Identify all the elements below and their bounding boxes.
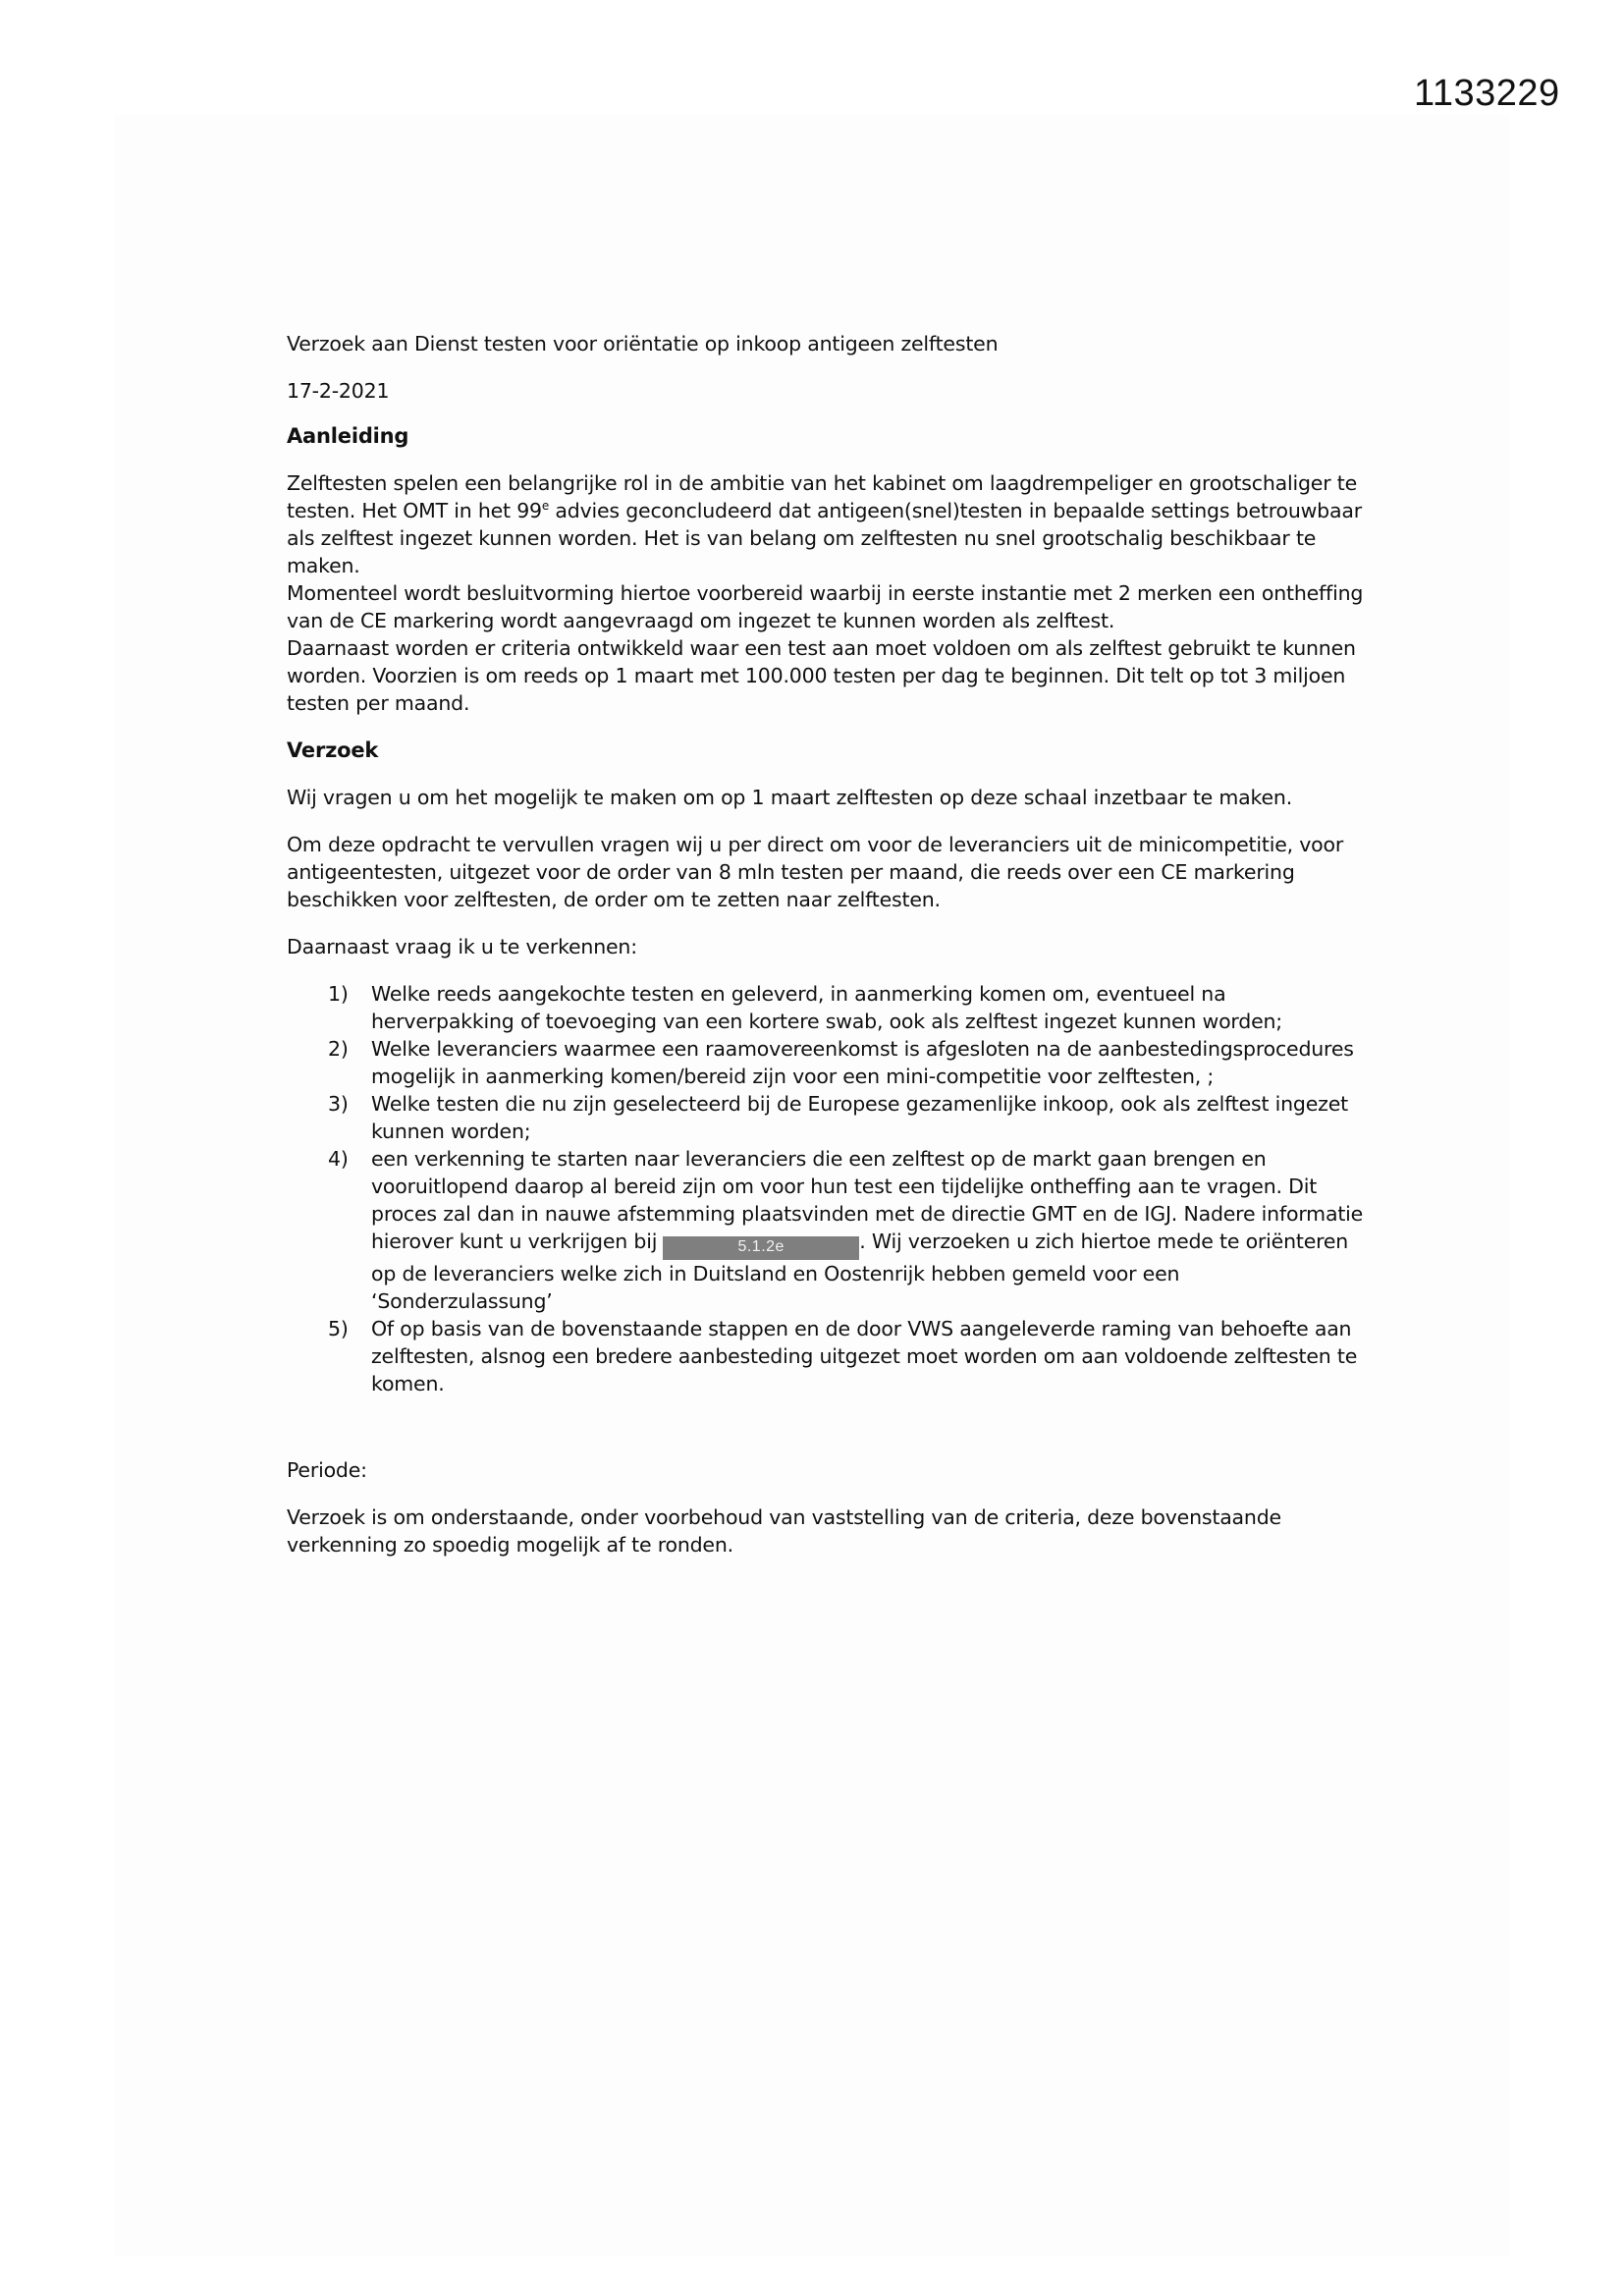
- list-text: Welke testen die nu zijn geselecteerd bij de Europese gezamenlijke inkoop, ook als zelftest ingezet kunnen worden;: [371, 1092, 1348, 1143]
- verzoek-paragraph-1: Wij vragen u om het mogelijk te maken om op 1 maart zelftesten op deze schaal inzetbaar te maken.: [287, 786, 1293, 809]
- list-item: [287, 1145, 1367, 1315]
- aanleiding-paragraph-2: Momenteel wordt besluitvorming hiertoe voorbereid waarbij in eerste instantie met 2 merken een ontheffing van de CE markering wordt aangevraagd om ingezet te kunnen worden als zelftest.: [287, 581, 1364, 632]
- redaction-box: 5.1.2e: [663, 1236, 859, 1260]
- list-text: Welke leveranciers waarmee een raamovereenkomst is afgesloten na de aanbestedingsprocedures mogelijk in aanmerking komen/bereid zijn voor een mini-competitie voor zelftesten, ;: [371, 1037, 1354, 1088]
- document-number: 1133229: [1414, 73, 1560, 114]
- list-number: 3): [328, 1092, 349, 1116]
- document-title: Verzoek aan Dienst testen voor oriëntatie op inkoop antigeen zelftesten: [287, 332, 999, 355]
- heading-aanleiding: Aanleiding: [287, 424, 409, 448]
- text-span: Zelftesten spelen een belangrijke rol in de ambitie van het kabinet om laagdrempeliger en grootschaliger te testen. Het OMT in het 99: [287, 471, 1357, 522]
- list-item: [287, 1035, 1367, 1090]
- list-text: Welke reeds aangekochte testen en geleverd, in aanmerking komen om, eventueel na herverpakking of toevoeging van een kortere swab, ook als zelftest ingezet kunnen worden;: [371, 982, 1283, 1033]
- verzoek-paragraph-2: Om deze opdracht te vervullen vragen wij u per direct om voor de leveranciers uit de minicompetitie, voor antigeentesten, uitgezet voor de order van 8 mln testen per maand, die reeds over een CE markering beschikken voor zelftesten, de order om te zetten naar zelftesten.: [287, 833, 1344, 911]
- superscript: e: [541, 499, 550, 514]
- heading-periode: Periode:: [287, 1458, 367, 1482]
- text-span: advies geconcludeerd dat antigeen(snel)testen in bepaalde settings betrouwbaar als zelftest ingezet kunnen worden. Het is van belang om zelftesten nu snel grootschalig beschikbaar te maken.: [287, 499, 1362, 577]
- periode-paragraph-1: Verzoek is om onderstaande, onder voorbehoud van vaststelling van de criteria, deze bovenstaande verkenning zo spoedig mogelijk af te ronden.: [287, 1505, 1281, 1557]
- verzoek-list: [287, 980, 1367, 1397]
- list-text: een verkenning te starten naar leveranciers die een zelftest op de markt gaan brengen en vooruitlopend daarop al bereid zijn om voor hun test een tijdelijke ontheffing aan te vragen. Dit proces zal dan in nauwe afstemming plaatsvinden met de directie GMT en de IGJ. Nadere informatie hierover kunt u verkrijgen bij: [371, 1147, 1364, 1253]
- document-date: 17-2-2021: [287, 379, 390, 403]
- verzoek-paragraph-3: Daarnaast vraag ik u te verkennen:: [287, 935, 637, 958]
- document-body: [287, 330, 1367, 1578]
- list-text: . Wij verzoeken u zich hiertoe mede te oriënteren op de leveranciers welke zich in Duitsland en Oostenrijk hebben gemeld voor een ‘Sonderzulassung’: [371, 1230, 1349, 1313]
- list-item: [287, 1090, 1367, 1145]
- aanleiding-paragraph-1: [287, 469, 1367, 579]
- list-text: Of op basis van de bovenstaande stappen en de door VWS aangeleverde raming van behoefte aan zelftesten, alsnog een bredere aanbesteding uitgezet moet worden om aan voldoende zelftesten te komen.: [371, 1317, 1358, 1395]
- list-number: 2): [328, 1037, 349, 1061]
- list-number: 1): [328, 982, 349, 1006]
- list-item: [287, 1315, 1367, 1397]
- list-number: 4): [328, 1147, 349, 1171]
- aanleiding-paragraph-3: Daarnaast worden er criteria ontwikkeld waar een test aan moet voldoen om als zelftest gebruikt te kunnen worden. Voorzien is om reeds op 1 maart met 100.000 testen per dag te beginnen. Dit telt op tot 3 miljoen testen per maand.: [287, 636, 1356, 715]
- list-item: [287, 980, 1367, 1035]
- heading-verzoek: Verzoek: [287, 738, 379, 762]
- list-number: 5): [328, 1317, 349, 1340]
